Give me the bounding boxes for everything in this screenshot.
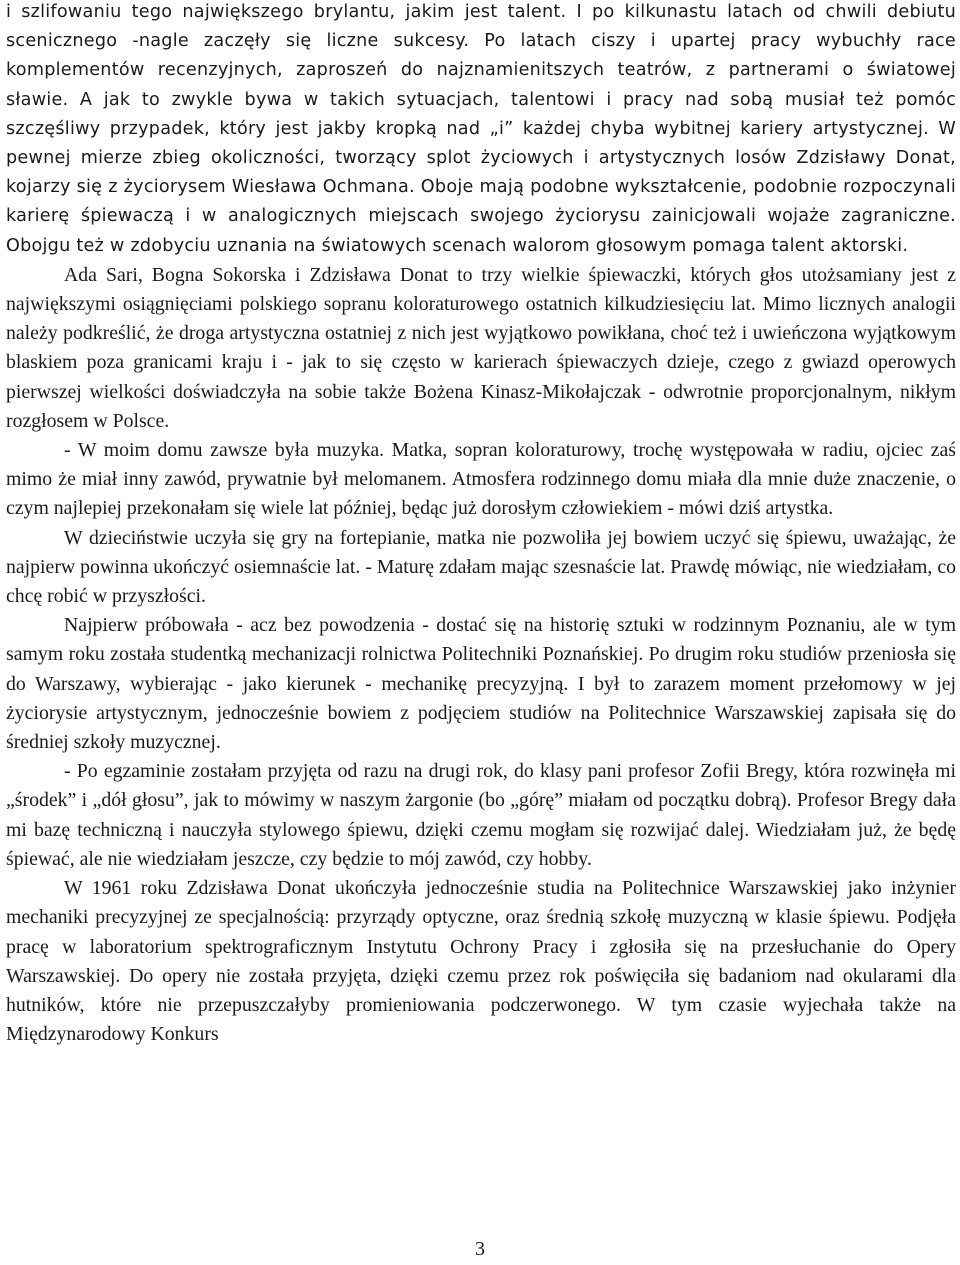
- page-number: 3: [475, 1238, 485, 1260]
- paragraph-1: [6, 0, 956, 261]
- paragraph-text: Ada Sari, Bogna Sokorska i Zdzisława Donat to trzy wielkie śpiewaczki, których głos utożsamiany jest z największymi osiągnięciami polskiego sopranu koloraturowego ostatnich kilkudziesięciu lat. Mimo licznych analogii należy podkreślić, że droga artystyczna ostatniej z nich jest wyjątkowo powikłana, choć też i uwieńczona wyjątkowym blaskiem poza granicami kraju i - jak to się często w karierach śpiewaczych dzieje, czego z gwiazd operowych pierwszej wielkości doświadczyła na sobie także Bożena Kinasz-Mikołajczak - odwrotnie proporcjonalnym, nikłym rozgłosem w Polsce.: [6, 263, 956, 432]
- paragraph-text: i szlifowaniu tego największego brylantu, jakim jest talent. I po kilkunastu latach od chwili debiutu scenicznego -nagle zaczęły się liczne sukcesy. Po latach ciszy i upartej pracy wybuchły race komplementów recenzyjnych, zaproszeń do najznamienitszych teatrów, z partnerami o światowej sławie. A jak to zwykle bywa w takich sytuacjach, talentowi i pracy nad sobą musiał też pomóc szczęśliwy przypadek, który jest jakby kropką nad „i” każdej chyba wybitnej kariery artystycznej. W pewnej mierze zbieg okoliczności, tworzący splot życiowych i artystycznych losów Zdzisławy Donat, kojarzy się z życiorysem Wiesława Ochmana. Oboje mają podobne wykształcenie, podobnie rozpoczynali karierę śpiewaczą i w analogicznych miejscach swojego życiorysu zainicjowali wojaże zagraniczne. Obojgu też w zdobyciu uznania na światowych scenach walorom głosowym pomaga talent aktorski.: [6, 2, 956, 256]
- paragraph-text: - Po egzaminie zostałam przyjęta od razu na drugi rok, do klasy pani profesor Zofii Bregy, która rozwinęła mi „środek” i „dół głosu”, jak to mówimy w naszym żargonie (bo „górę” miałam od początku dobrą). Profesor Bregy dała mi bazę techniczną i nauczyła stylowego śpiewu, dzięki czemu mogłam się rozwijać dalej. Wiedziałam już, że będę śpiewać, ale nie wiedziałam jeszcze, czy będzie to mój zawód, czy hobby.: [6, 760, 956, 870]
- paragraph-5: [6, 611, 956, 757]
- paragraph-text: W dzieciństwie uczyła się gry na fortepianie, matka nie pozwoliła jej bowiem uczyć się śpiewu, uważając, że najpierw powinna ukończyć osiemnaście lat. - Maturę zdałam mając szesnaście lat. Prawdę mówiąc, nie wiedziałam, co chcę robić w przyszłości.: [6, 526, 956, 608]
- paragraph-text: - W moim domu zawsze była muzyka. Matka, sopran koloraturowy, trochę występowała w radiu, ojciec zaś mimo że miał inny zawód, prywatnie był melomanem. Atmosfera rodzinnego domu miała dla mnie duże znaczenie, o czym najlepiej przekonałam się wiele lat później, będąc już dorosłym człowiekiem - mówi dziś artystka.: [6, 439, 956, 520]
- paragraph-2: [6, 261, 956, 436]
- paragraph-3: [6, 436, 956, 524]
- paragraph-4: [6, 524, 956, 612]
- paragraph-6: [6, 757, 956, 874]
- paragraph-text: W 1961 roku Zdzisława Donat ukończyła jednocześnie studia na Politechnice Warszawskiej jako inżynier mechaniki precyzyjnej ze specjalnością: przyrządy optyczne, oraz średnią szkołę muzyczną w klasie śpiewu. Podjęła pracę w laboratorium spektrograficznym Instytutu Ochrony Pracy i zgłosiła się na przesłuchanie do Opery Warszawskiej. Do opery nie została przyjęta, dzięki czemu przez rok poświęciła się badaniom nad okularami dla hutników, które nie przepuszczałyby promieniowania podczerwonego. W tym czasie wyjechała także na Międzynarodowy Konkurs: [6, 877, 956, 1046]
- paragraph-7: [6, 874, 956, 1049]
- paragraph-text: Najpierw próbowała - acz bez powodzenia - dostać się na historię sztuki w rodzinnym Poznaniu, ale w tym samym roku została studentką mechanizacji rolnictwa Politechniki Poznańskiej. Po drugim roku studiów przeniosła się do Warszawy, wybierając - jako kierunek - mechanikę precyzyjną. I był to zarazem moment przełomowy w jej życiorysie artystycznym, jednocześnie bowiem z podjęciem studiów na Politechnice Warszawskiej zapisała się do średniej szkoły muzycznej.: [6, 614, 956, 754]
